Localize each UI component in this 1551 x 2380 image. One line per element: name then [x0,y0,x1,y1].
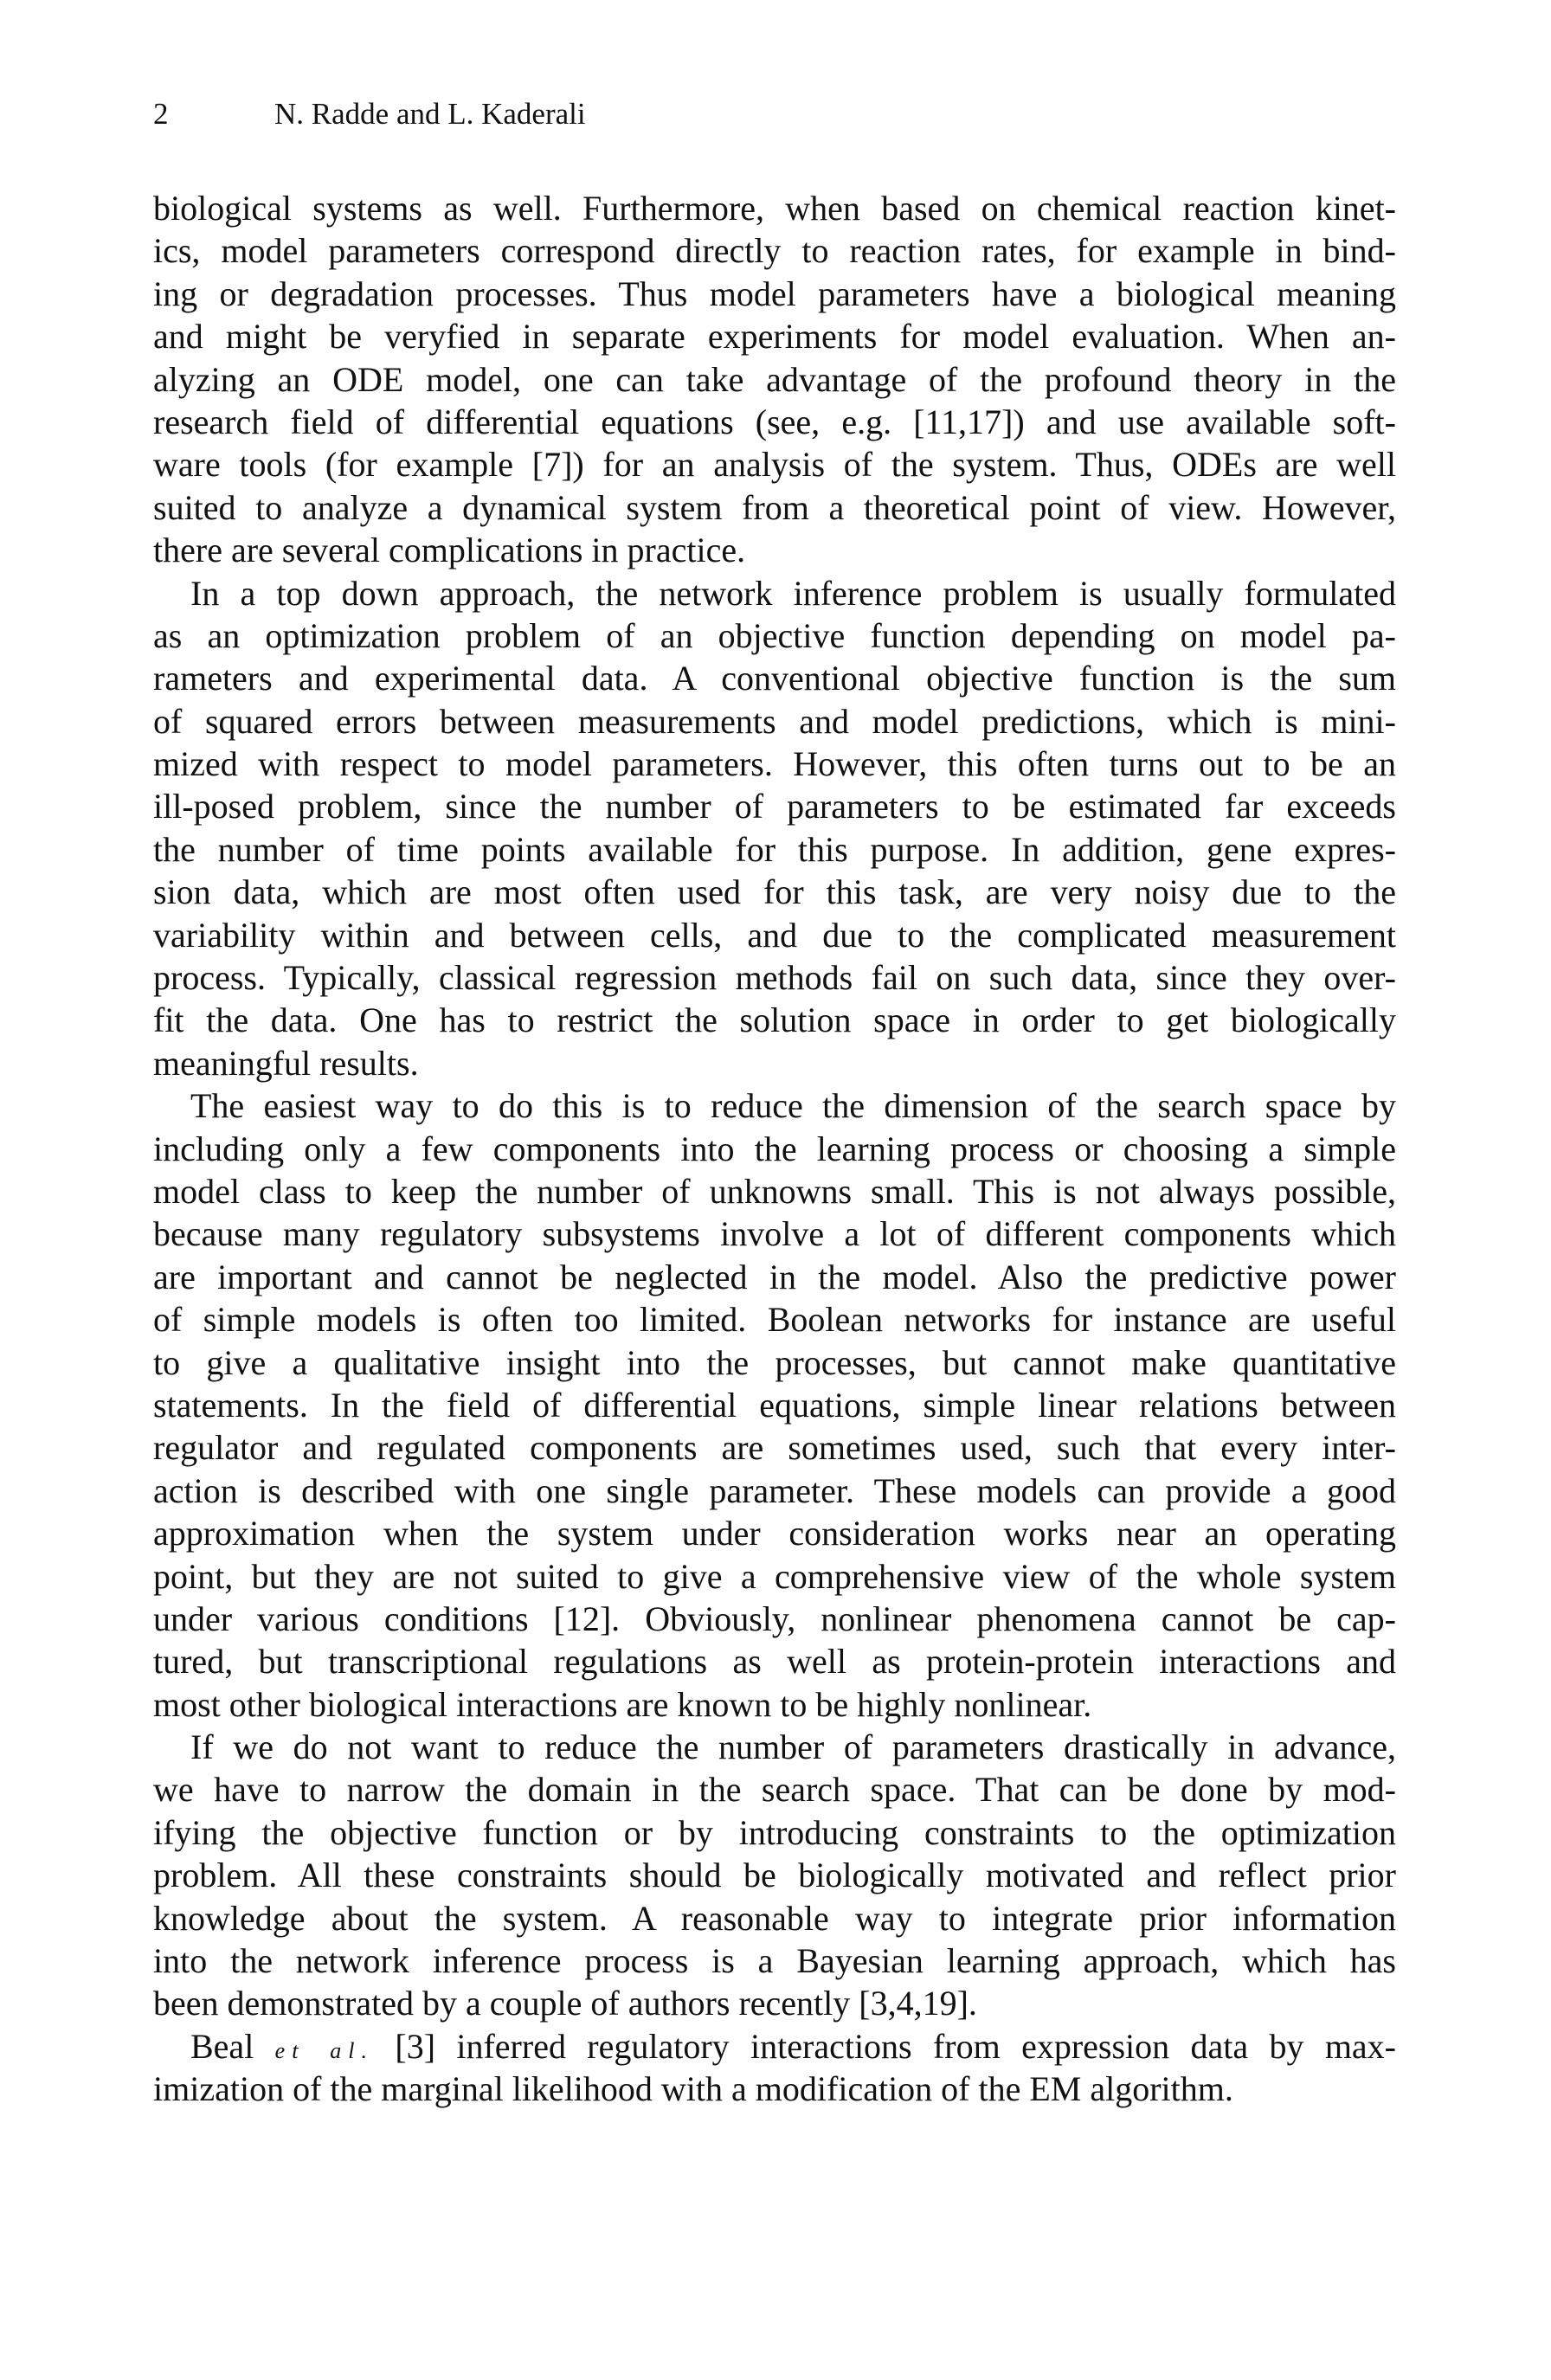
text-line: ill-posed problem, since the number of parameters to be estimated far exceeds [153,787,1396,827]
text-line: mized with respect to model parameters. However, this often turns out to be an [153,744,1396,784]
paragraph-line [153,614,1396,657]
text-line: approximation when the system under consideration works near an operating [153,1514,1396,1553]
paragraph-line [153,1213,1396,1255]
text-line: point, but they are not suited to give a comprehensive view of the whole system [153,1556,1396,1596]
paragraph-4 [153,1726,1396,2025]
text-line: ware tools (for example [7]) for an analysis of the system. Thus, ODEs are well [153,445,1396,485]
text-line: the number of time points available for this purpose. In addition, gene expres- [153,829,1396,869]
text-line: alyzing an ODE model, one can take advantage of the profound theory in the [153,359,1396,399]
text-line: sion data, which are most often used for this task, are very noisy due to the [153,872,1396,912]
paragraph-line [153,871,1396,913]
paragraph-line [153,1128,1396,1170]
paragraph-line [153,1042,1396,1084]
paragraph-3 [153,1084,1396,1726]
text-line: biological systems as well. Furthermore, when based on chemical reaction kinet- [153,189,1396,228]
paragraph-line [153,1341,1396,1384]
paragraph-line [153,1512,1396,1554]
text-line: are important and cannot be neglected in the model. Also the predictive power [153,1257,1396,1296]
text-line: of simple models is often too limited. Boolean networks for instance are useful [153,1300,1396,1340]
paragraph-line [153,1897,1396,1939]
text-line-rest: [3] inferred regulatory interactions from expression data by max- [395,2026,1397,2066]
text-line: suited to analyze a dynamical system from a theoretical point of view. However, [153,487,1396,527]
text-line: of squared errors between measurements and model predictions, which is mini- [153,701,1396,741]
paragraph-line [153,1854,1396,1896]
paragraph-line [153,785,1396,827]
paragraph-line [153,187,1396,229]
text-line: process. Typically, classical regression methods fail on such data, since they over- [153,958,1396,998]
text-line: been demonstrated by a couple of authors recently [3,4,19]. [153,1984,977,2023]
text-line: ifying the objective function or by introducing constraints to the optimization [153,1812,1396,1852]
text-et-al: et al. [274,2037,375,2063]
text-line: fit the data. One has to restrict the solution space in order to get biologically [153,1000,1396,1040]
text-line: regulator and regulated components are sometimes used, such that every inter- [153,1428,1396,1468]
text-line: The easiest way to do this is to reduce the dimension of the search space by [190,1086,1396,1126]
paragraph-line [153,1640,1396,1682]
text-line: most other biological interactions are known to be highly nonlinear. [153,1684,1092,1724]
text-line: In a top down approach, the network inference problem is usually formulated [190,573,1396,613]
text-line: into the network inference process is a Bayesian learning approach, which has [153,1941,1396,1981]
text-line: including only a few components into the learning process or choosing a simple [153,1129,1396,1168]
paragraph-line [153,1084,1396,1127]
paragraph-line [153,443,1396,486]
running-head-authors: N. Radde and L. Kaderali [274,97,586,131]
paragraph-line [153,529,1396,571]
text-line: tured, but transcriptional regulations as well as protein-protein interactions and [153,1642,1396,1682]
text-line: research field of differential equations (see, e.g. [11,17]) and use available soft- [153,402,1396,441]
text-line: variability within and between cells, and due to the complicated measurement [153,915,1396,955]
paragraph-line [153,828,1396,871]
paragraph-line [153,1726,1396,1768]
paragraph-2 [153,572,1396,1085]
paragraph-line [153,315,1396,357]
paragraph-line [153,1555,1396,1598]
text-line: model class to keep the number of unknowns small. This is not always possible, [153,1171,1396,1211]
body-text [153,187,1396,2111]
paragraph-line [153,1939,1396,1982]
text-line: action is described with one single parameter. These models can provide a good [153,1470,1396,1510]
paragraph-line [153,1256,1396,1298]
text-line: ics, model parameters correspond directly to reaction rates, for example in bind- [153,231,1396,271]
paragraph-5 [153,2025,1396,2111]
text-line: statements. In the field of differential equations, simple linear relations between [153,1385,1396,1425]
text-line: imization of the marginal likelihood with a modification of the EM algorithm. [153,2069,1233,2109]
text-line: meaningful results. [153,1043,419,1083]
text-line: If we do not want to reduce the number of parameters drastically in advance, [190,1727,1396,1767]
paragraph-line [153,401,1396,443]
paragraph-line [153,229,1396,272]
paragraph-1 [153,187,1396,572]
paragraph-line [153,1384,1396,1426]
paragraph-line [153,1470,1396,1512]
paragraph-line [153,914,1396,956]
text-line: ing or degradation processes. Thus model parameters have a biological meaning [153,273,1396,313]
text-line: rameters and experimental data. A conventional objective function is the sum [153,659,1396,698]
paragraph-line [153,999,1396,1041]
text-line: we have to narrow the domain in the search space. That can be done by mod- [153,1770,1396,1810]
paragraph-line [153,1982,1396,2024]
text-line: and might be veryfied in separate experiments for model evaluation. When an- [153,317,1396,357]
paragraph-line [153,1170,1396,1213]
paragraph-line [153,273,1396,315]
text-line: there are several complications in practice. [153,531,746,570]
paragraph-line [153,956,1396,999]
paragraph-line [153,1298,1396,1341]
text-line: because many regulatory subsystems involve a lot of different components which [153,1214,1396,1254]
text-beal: Beal [190,2026,254,2066]
paragraph-line [153,572,1396,614]
paragraph-line [153,2068,1396,2110]
text-line: problem. All these constraints should be biologically motivated and reflect prior [153,1856,1396,1895]
paragraph-line [153,1768,1396,1811]
paragraph-line [153,1683,1396,1726]
text-line: to give a qualitative insight into the processes, but cannot make quantitative [153,1342,1396,1382]
page-number: 2 [153,97,169,131]
paragraph-line [153,2025,1396,2068]
text-line: knowledge about the system. A reasonable way to integrate prior information [153,1898,1396,1938]
paragraph-line [153,486,1396,529]
paragraph-line [153,1811,1396,1854]
paragraph-line [153,1426,1396,1469]
paragraph-line [153,358,1396,401]
paragraph-line [153,700,1396,743]
paragraph-line [153,657,1396,699]
paragraph-line [153,743,1396,785]
text-line: as an optimization problem of an objective function depending on model pa- [153,615,1396,655]
text-line: under various conditions [12]. Obviously, nonlinear phenomena cannot be cap- [153,1598,1396,1638]
paragraph-line [153,1598,1396,1640]
